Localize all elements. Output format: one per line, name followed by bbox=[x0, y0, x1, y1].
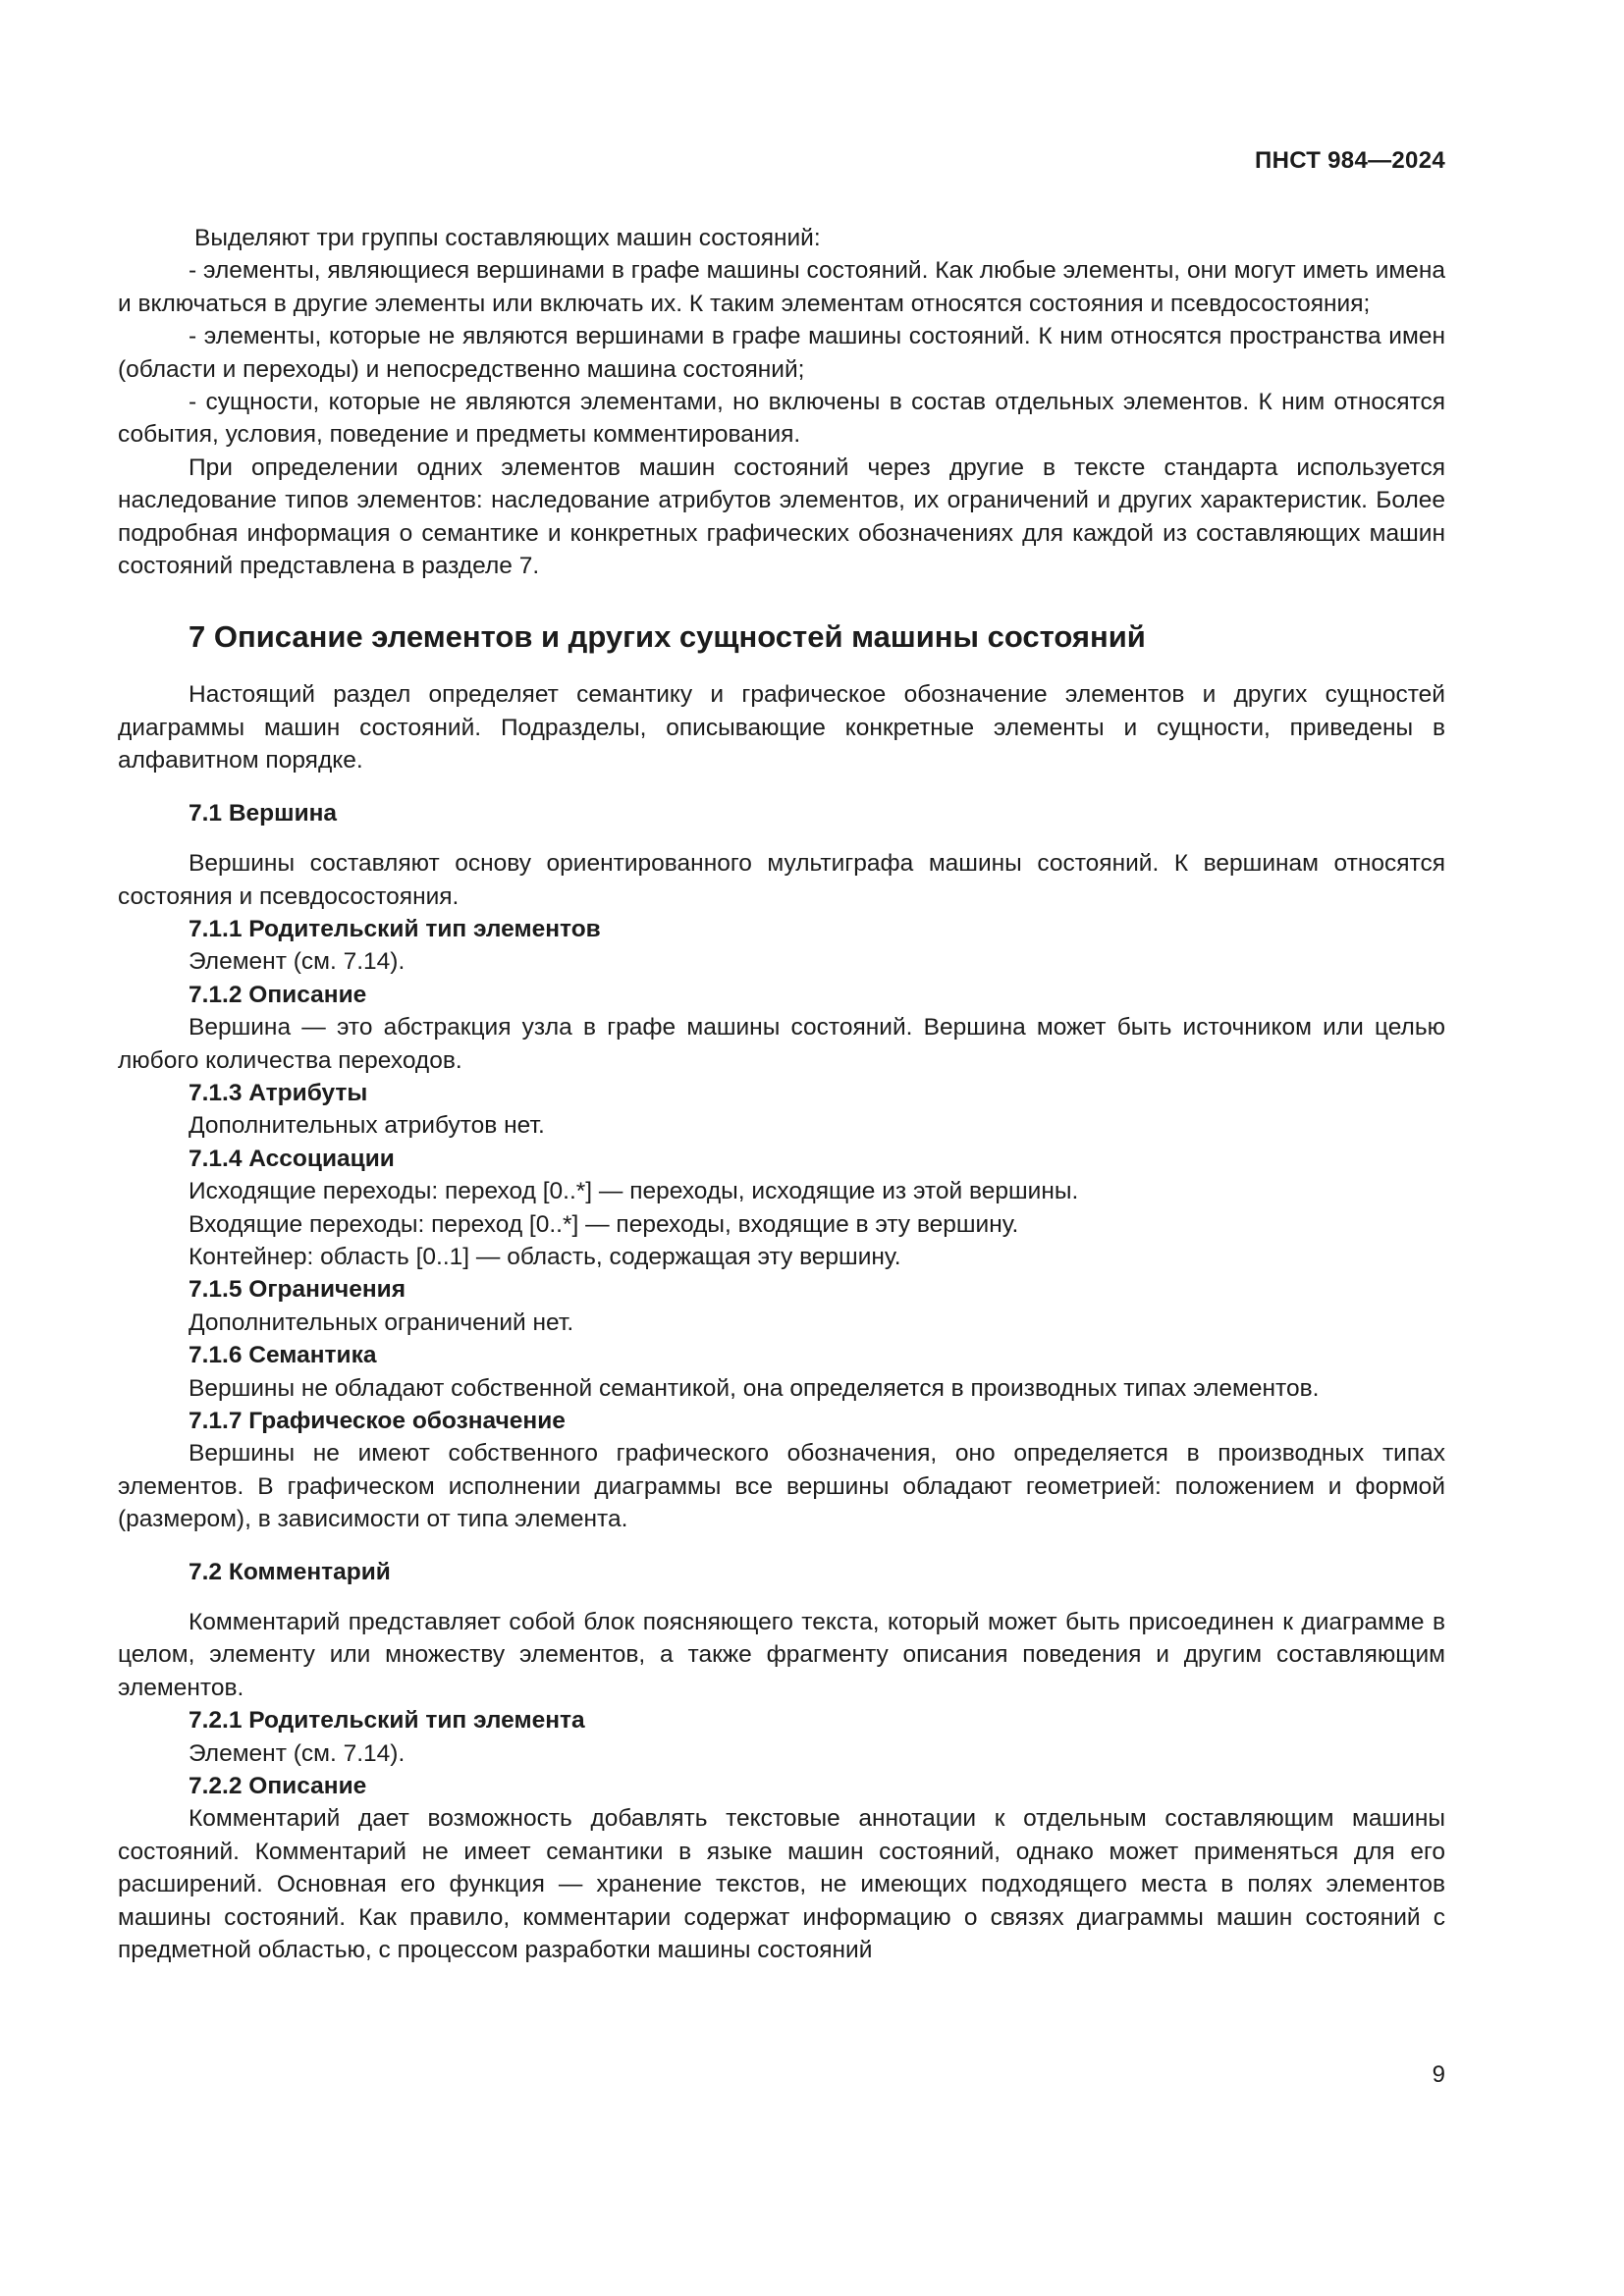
page-number: 9 bbox=[1432, 2061, 1445, 2088]
clause-heading: 7.1.4 Ассоциации bbox=[189, 1145, 395, 1172]
clause-heading: 7.1.1 Родительский тип элементов bbox=[189, 915, 601, 942]
list-item: - элементы, которые не являются вершинами в графе машины состояний. К ним относятся пространства имен (области и переходы) и непосредственно машина состояний; bbox=[118, 323, 1445, 383]
subsection-heading: 7.1 Вершина bbox=[189, 799, 338, 827]
clause-text: Контейнер: область [0..1] — область, содержащая эту вершину. bbox=[189, 1243, 901, 1270]
subsection-intro: Комментарий представляет собой блок поясняющего текста, который может быть присоединен к диаграмме в целом, элементу или множеству элементов, а также фрагменту описания поведения и другим составляющим элементов. bbox=[118, 1609, 1445, 1701]
clause-heading: 7.1.7 Графическое обозначение bbox=[189, 1408, 566, 1434]
clause-heading: 7.1.3 Атрибуты bbox=[189, 1079, 368, 1106]
clause-heading: 7.1.2 Описание bbox=[189, 981, 367, 1008]
clause-text: Дополнительных ограничений нет. bbox=[189, 1308, 574, 1336]
clause-heading: 7.1.6 Семантика bbox=[189, 1342, 377, 1369]
intro-paragraph: При определении одних элементов машин состояний через другие в тексте стандарта используется наследование типов элементов: наследование атрибутов элементов, их ограничений и других характеристик. Более подробная информация о семантике и конкретных графических обозначениях для каждой из составляющих машин состояний представлена в разделе 7. bbox=[118, 454, 1445, 580]
intro-paragraph: Выделяют три группы составляющих машин состояний: bbox=[194, 225, 821, 251]
clause-text: Вершина — это абстракция узла в графе машины состояний. Вершина может быть источником или целью любого количества переходов. bbox=[118, 1014, 1445, 1074]
clause-text: Исходящие переходы: переход [0..*] — переходы, исходящие из этой вершины. bbox=[189, 1178, 1079, 1205]
clause-text: Вершины не имеют собственного графического обозначения, оно определяется в производных типах элементов. В графическом исполнении диаграммы все вершины обладают геометрией: положением и формой (размером), в зависимости от типа элемента. bbox=[118, 1440, 1445, 1533]
subsection-heading: 7.2 Комментарий bbox=[189, 1558, 391, 1585]
clause-heading: 7.2.1 Родительский тип элемента bbox=[189, 1707, 585, 1735]
clause-text: Дополнительных атрибутов нет. bbox=[189, 1112, 545, 1140]
clause-text: Вершины не обладают собственной семантикой, она определяется в производных типах элементов. bbox=[189, 1374, 1320, 1402]
clause-text: Комментарий дает возможность добавлять текстовые аннотации к отдельным составляющим машины состояний. Комментарий не имеет семантики в языке машин состояний, однако может применяться для его расширений. Основная его функция — хранение текстов, не имеющих подходящего места в полях элементов машины состояний. Как правило, комментарии содержат информацию о связях диаграммы машин состояний с предметной областью, с процессом разработки машины состояний bbox=[118, 1805, 1445, 1964]
document-number: ПНСТ 984—2024 bbox=[1255, 147, 1445, 174]
clause-text: Элемент (см. 7.14). bbox=[189, 948, 406, 976]
list-item: - элементы, являющиеся вершинами в графе машины состояний. Как любые элементы, они могут иметь имена и включаться в другие элементы или включать их. К таким элементам относятся состояния и псевдосостояния; bbox=[118, 257, 1445, 317]
clause-text: Элемент (см. 7.14). bbox=[189, 1739, 406, 1767]
document-body bbox=[118, 222, 1445, 1967]
clause-heading: 7.1.5 Ограничения bbox=[189, 1276, 406, 1304]
list-item: - сущности, которые не являются элементами, но включены в состав отдельных элементов. К ним относятся события, условия, поведение и предметы комментирования. bbox=[118, 389, 1445, 449]
section-heading: 7 Описание элементов и других сущностей машины состояний bbox=[189, 619, 1146, 655]
clause-heading: 7.2.2 Описание bbox=[189, 1773, 367, 1800]
subsection-intro: Вершины составляют основу ориентированного мультиграфа машины состояний. К вершинам относятся состояния и псевдосостояния. bbox=[118, 850, 1445, 910]
section-intro: Настоящий раздел определяет семантику и графическое обозначение элементов и других сущностей диаграммы машин состояний. Подразделы, описывающие конкретные элементы и сущности, приведены в алфавитном порядке. bbox=[118, 681, 1445, 774]
clause-text: Входящие переходы: переход [0..*] — переходы, входящие в эту вершину. bbox=[189, 1210, 1019, 1238]
